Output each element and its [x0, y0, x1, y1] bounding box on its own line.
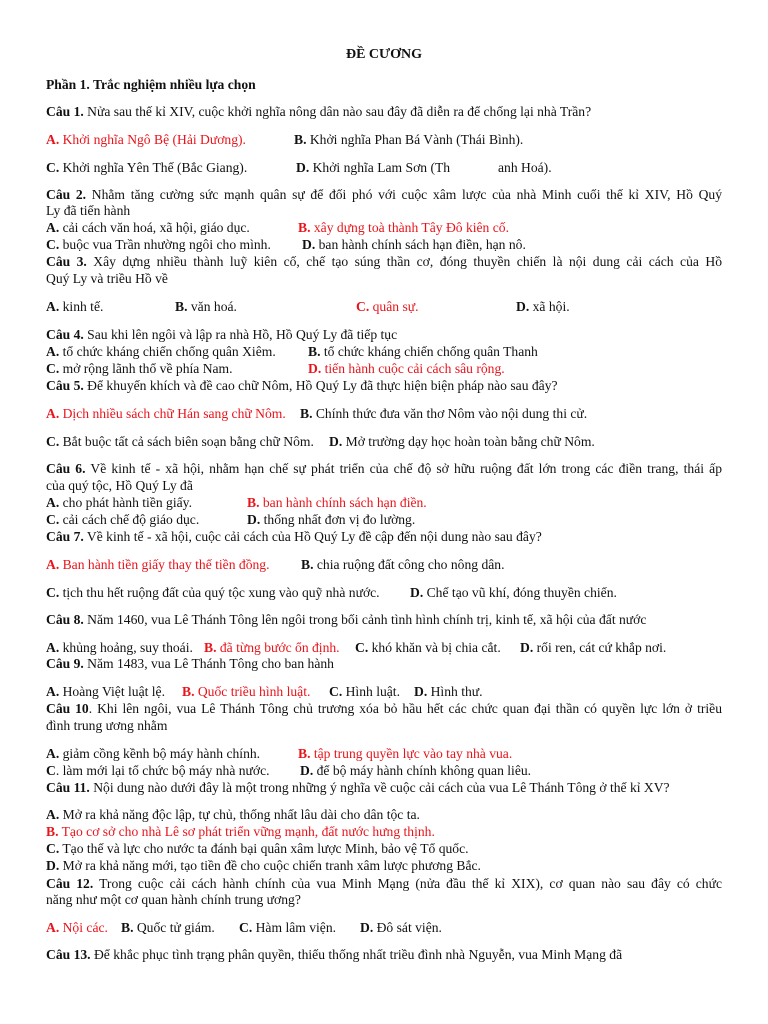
question-6-line1: Câu 6. Về kinh tế - xã hội, nhằm hạn chế sự phát triển của chế độ sở hữu ruộng đất lớn trong các điền trang, thái ấp	[46, 461, 722, 476]
q2-option-c: C. buộc vua Trần nhường ngôi cho mình.	[46, 237, 271, 252]
document-title: ĐỀ CƯƠNG	[345, 47, 423, 62]
q3-option-c: C. quân sự.	[356, 299, 419, 314]
question-5: Câu 5. Để khuyến khích và đề cao chữ Nôm, Hồ Quý Ly đã thực hiện biện pháp nào sau đây?	[46, 378, 558, 393]
q4-option-a: A. tổ chức kháng chiến chống quân Xiêm.	[46, 344, 276, 359]
q2-option-a: A. cải cách văn hoá, xã hội, giáo dục.	[46, 220, 250, 235]
question-2-line2: Ly đã tiến hành	[46, 203, 131, 218]
q8-option-a: A. khủng hoảng, suy thoái.	[46, 640, 193, 655]
q1-option-d: D. Khởi nghĩa Lam Sơn (Th	[296, 160, 451, 175]
question-3-line2: Quý Ly và triều Hồ về	[46, 271, 168, 286]
question-12-line1: Câu 12. Trong cuộc cải cách hành chính của vua Minh Mạng (nửa đầu thế kỉ XIX), cơ quan nào sau đây có chức	[46, 876, 723, 891]
q10-option-c: C. làm mới lại tổ chức bộ máy nhà nước.	[46, 763, 270, 778]
q12-option-a: A. Nội các.	[46, 920, 108, 935]
q7-option-d: D. Chế tạo vũ khí, đóng thuyền chiến.	[410, 585, 617, 600]
q8-option-c: C. khó khăn và bị chia cắt.	[355, 640, 501, 655]
q8-option-d: D. rối ren, cát cứ khắp nơi.	[520, 640, 667, 655]
q5-option-c: C. Bắt buộc tất cả sách biên soạn bằng chữ Nôm.	[46, 434, 314, 449]
q4-option-b: B. tổ chức kháng chiến chống quân Thanh	[308, 344, 538, 359]
q3-option-a: A. kinh tế.	[46, 299, 104, 314]
q1-option-b: B. Khởi nghĩa Phan Bá Vành (Thái Bình).	[294, 132, 524, 147]
q5-option-b: B. Chính thức đưa văn thơ Nôm vào nội dung thi cử.	[300, 406, 588, 421]
q4-option-c: C. mở rộng lãnh thổ về phía Nam.	[46, 361, 233, 376]
q1-option-a: A. Khởi nghĩa Ngô Bệ (Hải Dương).	[46, 132, 246, 147]
q5-option-a: A. Dịch nhiều sách chữ Hán sang chữ Nôm.	[46, 406, 286, 421]
question-4: Câu 4. Sau khi lên ngôi và lập ra nhà Hồ, Hồ Quý Ly đã tiếp tục	[46, 327, 398, 342]
q11-option-a: A. Mở ra khả năng độc lập, tự chủ, thống nhất lâu dài cho dân tộc ta.	[46, 807, 420, 822]
q7-option-c: C. tịch thu hết ruộng đất của quý tộc xung vào quỹ nhà nước.	[46, 585, 380, 600]
q12-option-d: D. Đô sát viện.	[360, 920, 442, 935]
question-12-line2: năng như một cơ quan hành chính trung ương?	[46, 892, 301, 907]
q10-option-b: B. tập trung quyền lực vào tay nhà vua.	[298, 746, 513, 761]
q5-option-d: D. Mở trường dạy học hoàn toàn bằng chữ Nôm.	[329, 434, 595, 449]
q12-option-c: C. Hàm lâm viện.	[239, 920, 337, 935]
q6-option-a: A. cho phát hành tiền giấy.	[46, 495, 192, 510]
q1-option-d-continued: anh Hoá).	[498, 160, 552, 175]
q6-option-c: C. cải cách chế độ giáo dục.	[46, 512, 200, 527]
question-8: Câu 8. Năm 1460, vua Lê Thánh Tông lên ngôi trong bối cảnh tình hình chính trị, kinh tế, xã hội của đất nước	[46, 612, 647, 627]
question-10-line1: Câu 10. Khi lên ngôi, vua Lê Thánh Tông chủ trương xóa bỏ hầu hết các chức quan đại thần có quyền lực lớn ở triều	[46, 701, 722, 716]
question-13: Câu 13. Để khắc phục tình trạng phân quyền, thiếu thống nhất triều đình nhà Nguyễn, vua Minh Mạng đã	[46, 947, 623, 962]
q11-option-b: B. Tạo cơ sở cho nhà Lê sơ phát triển vững mạnh, đất nước hưng thịnh.	[46, 824, 435, 839]
q7-option-b: B. chia ruộng đất công cho nông dân.	[301, 557, 505, 572]
q11-option-c: C. Tạo thế và lực cho nước ta đánh bại quân xâm lược Minh, bảo vệ Tổ quốc.	[46, 841, 469, 856]
section-heading: Phần 1. Trắc nghiệm nhiều lựa chọn	[46, 77, 256, 92]
q7-option-a: A. Ban hành tiền giấy thay thế tiền đồng.	[46, 557, 270, 572]
question-10-line2: đình trung ương nhằm	[46, 718, 168, 733]
q6-option-b: B. ban hành chính sách hạn điền.	[247, 495, 427, 510]
question-2-line1: Câu 2. Nhằm tăng cường sức mạnh quân sự để đối phó với cuộc xâm lược của nhà Minh cuối thế kỉ XIV, Hồ Quý	[46, 187, 722, 202]
q9-option-b: B. Quốc triều hình luật.	[182, 684, 311, 699]
question-6-line2: của quý tộc, Hồ Quý Ly đã	[46, 478, 193, 493]
q10-option-a: A. giảm cồng kềnh bộ máy hành chính.	[46, 746, 261, 761]
q9-option-a: A. Hoàng Việt luật lệ.	[46, 684, 165, 699]
question-11: Câu 11. Nội dung nào dưới đây là một trong những ý nghĩa về cuộc cải cách của vua Lê Thánh Tông ở thế kỉ XV?	[46, 780, 670, 795]
q3-option-d: D. xã hội.	[516, 299, 570, 314]
q10-option-d: D. để bộ máy hành chính không quan liêu.	[300, 763, 532, 778]
q4-option-d: D. tiến hành cuộc cải cách sâu rộng.	[308, 361, 505, 376]
q2-option-d: D. ban hành chính sách hạn điền, hạn nô.	[302, 237, 526, 252]
q1-option-c: C. Khởi nghĩa Yên Thế (Bắc Giang).	[46, 160, 248, 175]
q9-option-c: C. Hình luật.	[329, 684, 400, 699]
q3-option-b: B. văn hoá.	[175, 299, 237, 314]
q6-option-d: D. thống nhất đơn vị đo lường.	[247, 512, 416, 527]
question-9: Câu 9. Năm 1483, vua Lê Thánh Tông cho ban hành	[46, 656, 334, 671]
question-3-line1: Câu 3. Xây dựng nhiều thành luỹ kiên cố, chế tạo súng thần cơ, đóng thuyền chiến là nội dung cải cách của Hồ	[46, 254, 722, 269]
q12-option-b: B. Quốc tử giám.	[121, 920, 215, 935]
q8-option-b: B. đã từng bước ổn định.	[204, 640, 340, 655]
question-7: Câu 7. Về kinh tế - xã hội, cuộc cải cách của Hồ Quý Ly đề cập đến nội dung nào sau đây?	[46, 529, 542, 544]
q2-option-b: B. xây dựng toà thành Tây Đô kiên cố.	[298, 220, 509, 235]
q11-option-d: D. Mở ra khả năng mới, tạo tiền đề cho cuộc chiến tranh xâm lược phương Bắc.	[46, 858, 481, 873]
question-1: Câu 1. Nửa sau thế kỉ XIV, cuộc khởi nghĩa nông dân nào sau đây đã diễn ra để chống lại nhà Trần?	[46, 104, 592, 119]
q9-option-d: D. Hình thư.	[414, 684, 483, 699]
